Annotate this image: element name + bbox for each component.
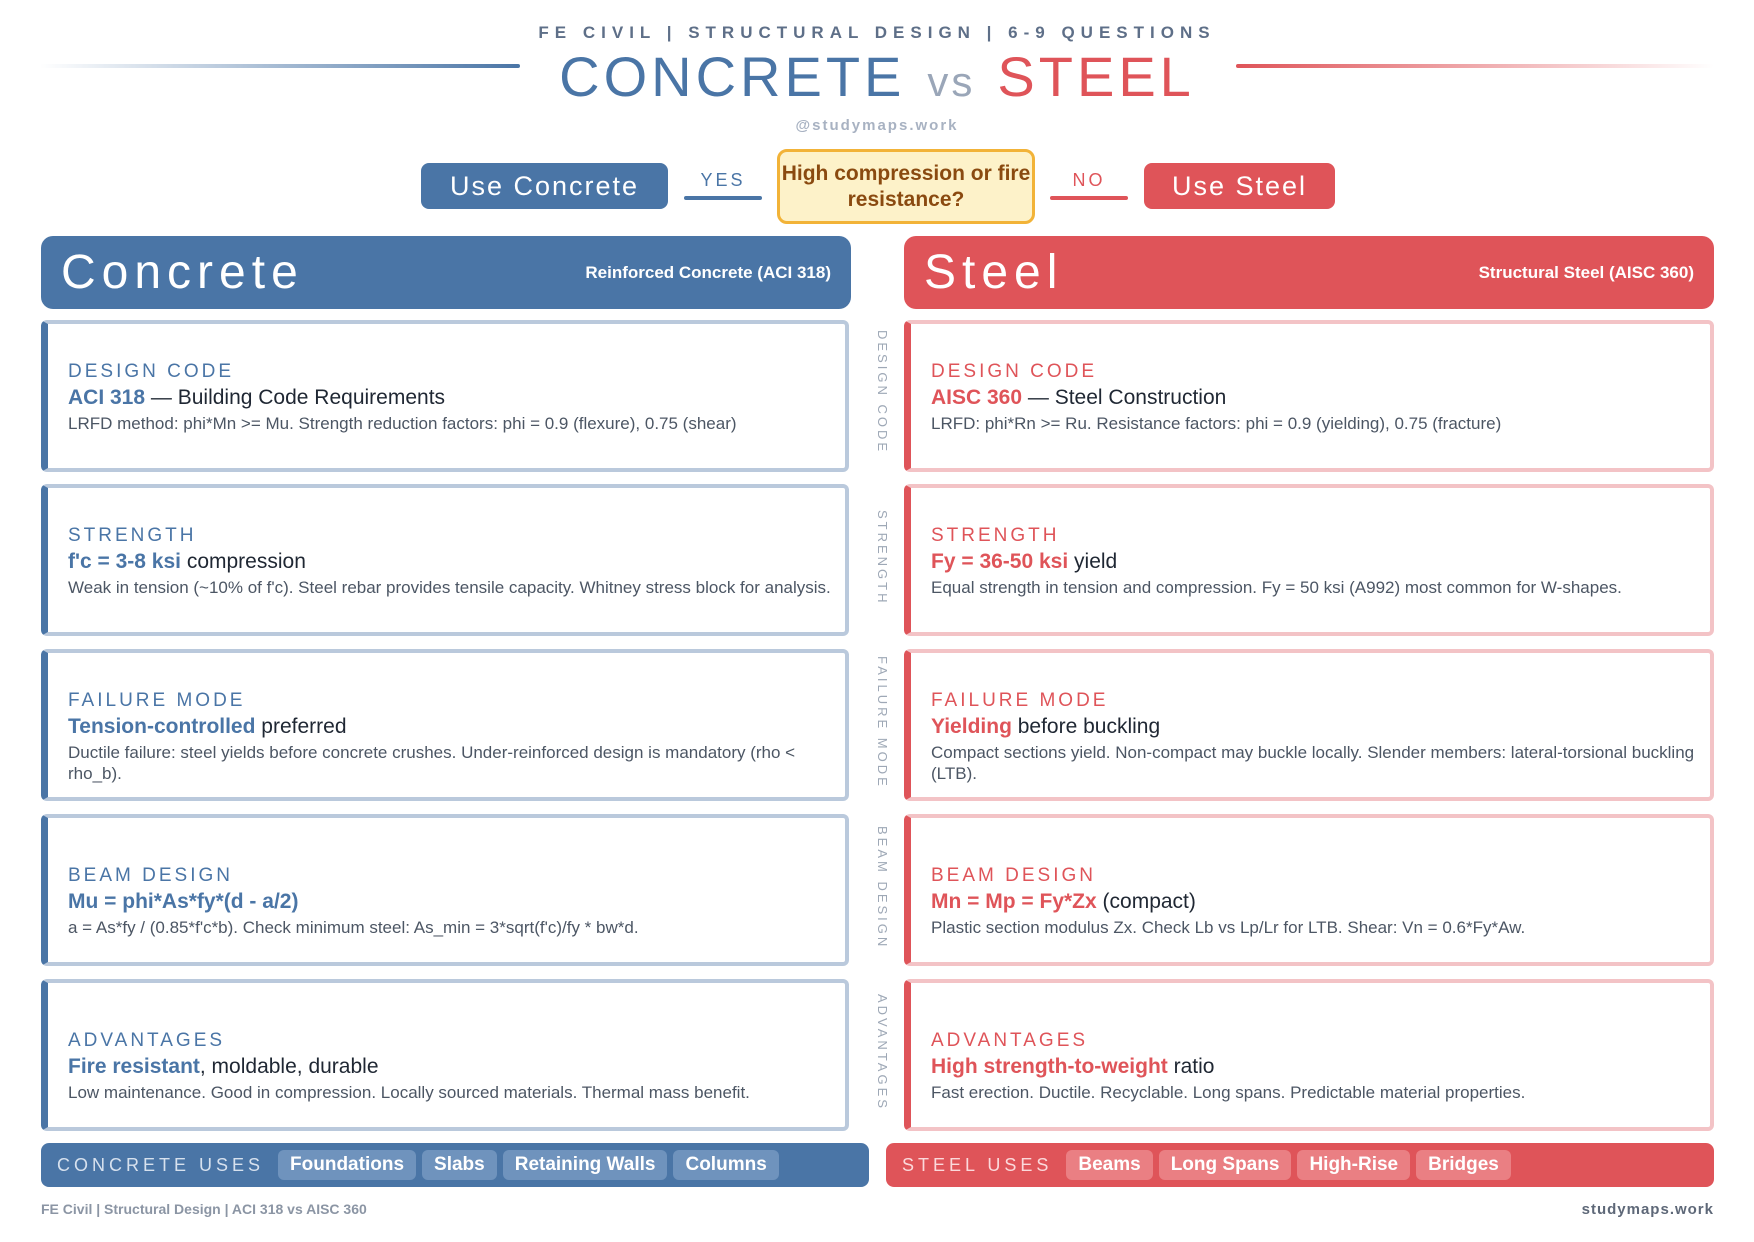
steel-header-subtitle: Structural Steel (AISC 360) [1478, 262, 1694, 282]
handle: @studymaps.work [795, 117, 959, 134]
card-highlight: Mn = Mp = Fy*Zx [931, 890, 1097, 913]
card-headline-rest: before buckling [1011, 715, 1161, 738]
card-highlight: Mu = phi*As*fy*(d - a/2) [68, 890, 299, 913]
use-concrete-pill: Use Concrete [421, 163, 668, 209]
use-chip: Bridges [1416, 1150, 1511, 1180]
decision-question: High compression or fire resistance? [777, 149, 1035, 224]
mid-label-beam-design: BEAM DESIGN [875, 826, 890, 950]
steel-card-failure-mode [904, 649, 1714, 801]
mid-label-design-code: DESIGN CODE [875, 330, 890, 455]
yes-branch-label: YES [700, 170, 746, 190]
card-headline-rest: yield [1068, 550, 1118, 573]
card-headline [931, 384, 1696, 412]
mid-label-advantages: ADVANTAGES [875, 994, 890, 1111]
use-chip: Long Spans [1159, 1150, 1292, 1180]
steel-uses-bar [886, 1143, 1714, 1187]
card-headline-rest: — Steel Construction [1022, 386, 1227, 409]
card-headline-rest: preferred [255, 715, 347, 738]
card-highlight: Tension-controlled [68, 715, 256, 738]
card-headline [68, 888, 831, 916]
card-detail: Equal strength in tension and compression. Fy = 50 ksi (A992) most common for W-shapes. [931, 578, 1622, 597]
supertitle: FE CIVIL | STRUCTURAL DESIGN | 6-9 QUESTIONS [538, 23, 1216, 42]
use-chip: Beams [1066, 1150, 1152, 1180]
steel-card-design-code [904, 320, 1714, 472]
steel-card-advantages [904, 979, 1714, 1131]
concrete-uses-title: CONCRETE USES [57, 1154, 265, 1175]
page-title [0, 42, 1754, 117]
card-highlight: f'c = 3-8 ksi [68, 550, 181, 573]
title-vs: vs [927, 58, 976, 105]
concrete-card-advantages [41, 979, 849, 1131]
card-label: DESIGN CODE [931, 361, 1098, 382]
card-headline-rest: compression [180, 550, 306, 573]
card-highlight: Yielding [931, 715, 1012, 738]
steel-header-title: Steel [924, 246, 1064, 299]
card-headline-rest: , moldable, durable [199, 1055, 379, 1078]
card-label: STRENGTH [931, 525, 1060, 546]
use-chip: Foundations [278, 1150, 416, 1180]
concrete-header [41, 236, 851, 309]
card-headline [68, 1053, 831, 1081]
card-label: FAILURE MODE [931, 690, 1109, 711]
concrete-card-beam-design [41, 814, 849, 966]
card-highlight: AISC 360 [931, 386, 1023, 409]
card-headline [68, 548, 831, 576]
card-detail: Fast erection. Ductile. Recyclable. Long spans. Predictable material properties. [931, 1083, 1526, 1102]
card-headline [931, 548, 1696, 576]
footer-site-link[interactable]: studymaps.work [1581, 1201, 1714, 1218]
card-detail: Weak in tension (~10% of f'c). Steel rebar provides tensile capacity. Whitney stress block for analysis. [68, 578, 831, 597]
use-chip: Retaining Walls [503, 1150, 668, 1180]
concrete-card-failure-mode [41, 649, 849, 801]
concrete-header-title: Concrete [61, 246, 304, 299]
no-branch-line [1050, 196, 1128, 200]
title-concrete: CONCRETE [559, 45, 906, 108]
steel-uses-title: STEEL USES [902, 1154, 1053, 1175]
footer-caption: FE Civil | Structural Design | ACI 318 vs AISC 360 [41, 1201, 367, 1217]
card-label: ADVANTAGES [68, 1030, 226, 1051]
concrete-header-subtitle: Reinforced Concrete (ACI 318) [585, 262, 831, 282]
use-steel-pill: Use Steel [1144, 163, 1335, 209]
card-detail: Plastic section modulus Zx. Check Lb vs Lp/Lr for LTB. Shear: Vn = 0.6*Fy*Aw. [931, 918, 1526, 937]
steel-card-beam-design [904, 814, 1714, 966]
card-highlight: Fire resistant [68, 1055, 200, 1078]
concrete-card-strength [41, 484, 849, 636]
concrete-card-design-code [41, 320, 849, 472]
card-label: ADVANTAGES [931, 1030, 1089, 1051]
card-headline-rest: (compact) [1096, 890, 1196, 913]
card-headline [931, 888, 1696, 916]
card-headline-rest: ratio [1167, 1055, 1215, 1078]
mid-label-strength: STRENGTH [875, 510, 890, 606]
title-steel: STEEL [997, 45, 1195, 108]
use-chip: Slabs [422, 1150, 497, 1180]
card-label: BEAM DESIGN [68, 865, 233, 886]
card-headline [68, 713, 831, 741]
card-headline-rest: — Building Code Requirements [145, 386, 446, 409]
card-detail: LRFD: phi*Rn >= Ru. Resistance factors: phi = 0.9 (yielding), 0.75 (fracture) [931, 414, 1502, 433]
card-detail: a = As*fy / (0.85*f'c*b). Check minimum steel: As_min = 3*sqrt(f'c)/fy * bw*d. [68, 918, 639, 937]
no-branch-label: NO [1072, 170, 1106, 190]
card-headline [931, 713, 1696, 741]
card-headline [931, 1053, 1696, 1081]
card-detail: Ductile failure: steel yields before concrete crushes. Under-reinforced design is mandatory (rho < rho_b). [68, 743, 796, 783]
use-chip: Columns [673, 1150, 778, 1180]
card-headline [68, 384, 831, 412]
yes-branch-line [684, 196, 762, 200]
card-highlight: ACI 318 [68, 386, 146, 409]
steel-header [904, 236, 1714, 309]
steel-card-strength [904, 484, 1714, 636]
card-detail: LRFD method: phi*Mn >= Mu. Strength reduction factors: phi = 0.9 (flexure), 0.75 (shear) [68, 414, 737, 433]
mid-label-failure-mode: FAILURE MODE [875, 656, 890, 789]
concrete-uses-bar [41, 1143, 869, 1187]
card-highlight: High strength-to-weight [931, 1055, 1168, 1078]
card-detail: Low maintenance. Good in compression. Locally sourced materials. Thermal mass benefit. [68, 1083, 750, 1102]
card-label: BEAM DESIGN [931, 865, 1096, 886]
use-chip: High-Rise [1297, 1150, 1410, 1180]
card-label: DESIGN CODE [68, 361, 235, 382]
card-detail: Compact sections yield. Non-compact may buckle locally. Slender members: lateral-torsional buckling (LTB). [931, 743, 1695, 783]
card-highlight: Fy = 36-50 ksi [931, 550, 1069, 573]
card-label: FAILURE MODE [68, 690, 246, 711]
card-label: STRENGTH [68, 525, 197, 546]
